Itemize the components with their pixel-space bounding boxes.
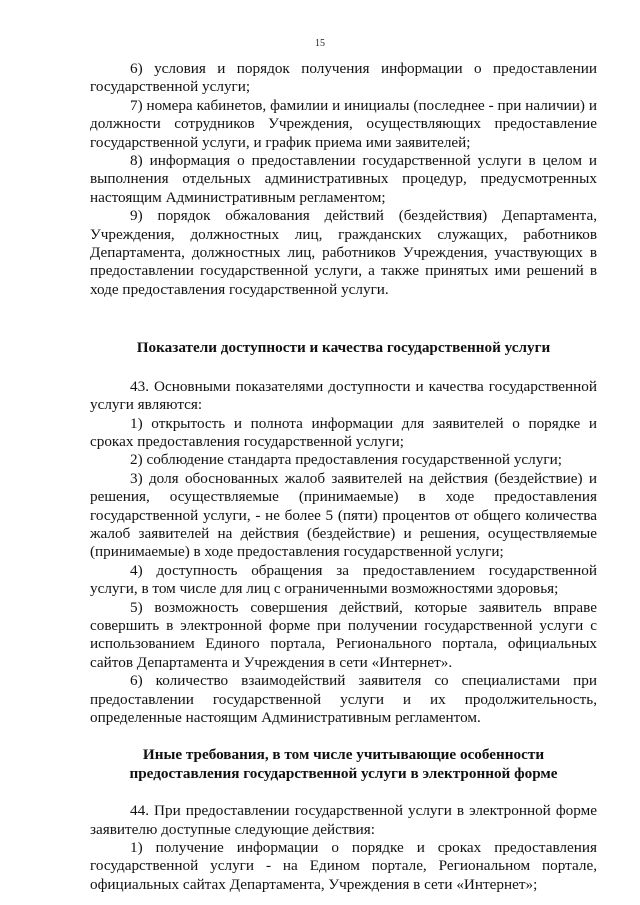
list-item: 4) доступность обращения за предоставлением государственной услуги, в том числе для лиц с ограниченными возможностями здоровья; — [90, 561, 597, 598]
section-heading-electronic — [90, 746, 597, 783]
section-heading-line: предоставления государственной услуги в электронной форме — [129, 764, 558, 782]
list-item: 2) соблюдение стандарта предоставления государственной услуги; — [130, 451, 562, 469]
list-item: 6) количество взаимодействий заявителя со специалистами при предоставлении государственной услуги и их продолжительность, определенные настоящим Административным регламентом. — [90, 672, 597, 726]
list-item: 3) доля обоснованных жалоб заявителей на действия (бездействие) и решения, осуществляемые (принимаемые) в ходе предоставления государственной услуги, - не более 5 (пяти) процентов от общего количества жалоб заявителей на действия (бездействие) и решения, осуществляемые (принимаемые) в ходе предоставления государственной услуги; — [90, 469, 597, 561]
list-item: 1) получение информации о порядке и сроках предоставления государственной услуги - на Едином портале, Региональном портале, официальных сайтах Департамента, Учреждения в сети «Интернет»; — [90, 839, 597, 893]
page-number: 15 — [315, 38, 325, 49]
list-item: 1) открытость и полнота информации для заявителей о порядке и сроках предоставления государственной услуги; — [90, 414, 597, 450]
list-item: 5) возможность совершения действий, которые заявитель вправе совершить в электронной форме при получении государственной услуги с использованием Единого портала, Регионального портала, официальных сайтов Департамента и Учреждения в сети «Интернет». — [90, 598, 597, 671]
section-heading-accessibility: Показатели доступности и качества государственной услуги — [136, 339, 551, 357]
list-item: 6) условия и порядок получения информации о предоставлении государственной услуги; — [90, 60, 597, 96]
list-item: 8) информация о предоставлении государственной услуги в целом и выполнения отдельных административных процедур, предусмотренных настоящим Административным регламентом; — [90, 152, 597, 206]
section-heading-line: Иные требования, в том числе учитывающие особенности — [142, 746, 545, 764]
paragraph-43: 43. Основными показателями доступности и качества государственной услуги являются: — [90, 377, 597, 414]
list-item: 9) порядок обжалования действий (бездействия) Департамента, Учреждения, должностных лиц, гражданских служащих, работников Департамента, должностных лиц, работников Учреждения, участвующих в предоставлении государственной услуги, а также принятых ими решений в ходе предоставления государственной услуги. — [90, 207, 597, 298]
document-body — [90, 60, 597, 894]
paragraph-44: 44. При предоставлении государственной услуги в электронной форме заявителю доступные следующие действия: — [90, 802, 597, 838]
list-item: 7) номера кабинетов, фамилии и инициалы (последнее - при наличии) и должности сотрудников Учреждения, осуществляющих предоставление государственной услуги, и график приема ими заявителей; — [90, 96, 597, 151]
